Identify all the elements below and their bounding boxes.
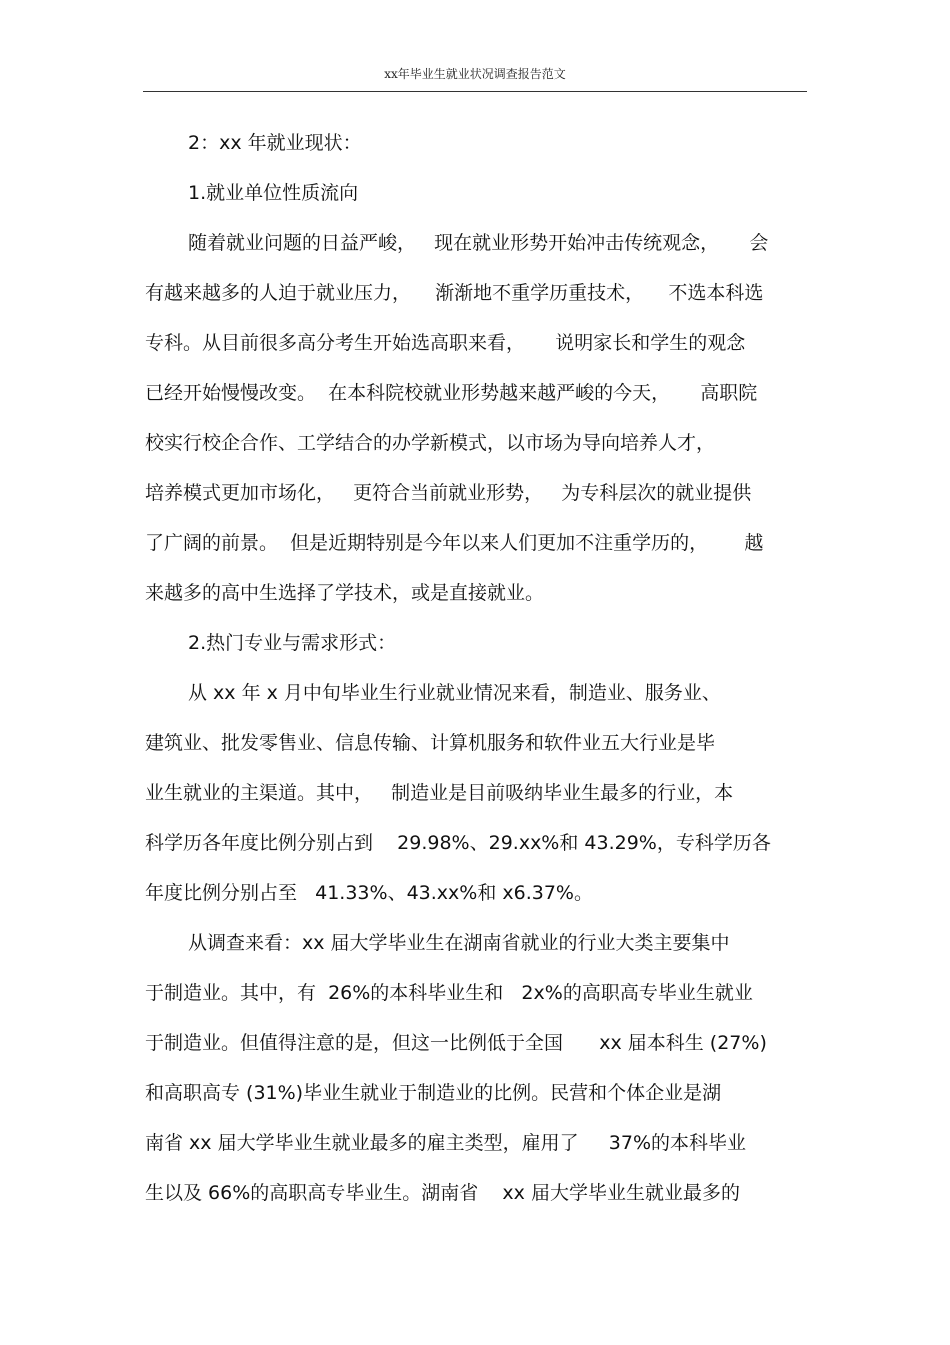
- paragraph-line: 专科。从目前很多高分考生开始选高职来看， 说明家长和学生的观念: [145, 332, 746, 354]
- paragraph-line: 培养模式更加市场化， 更符合当前就业形势， 为专科层次的就业提供: [145, 482, 752, 504]
- paragraph-line: 已经开始慢慢改变。 在本科院校就业形势越来越严峻的今天， 高职院: [145, 382, 758, 404]
- header-divider: [143, 91, 807, 92]
- paragraph-line: 建筑业、批发零售业、信息传输、计算机服务和软件业五大行业是毕: [145, 732, 716, 754]
- paragraph-line: 和高职高专 (31%)毕业生就业于制造业的比例。民营和个体企业是湖: [145, 1082, 722, 1104]
- paragraph-line: 随着就业问题的日益严峻， 现在就业形势开始冲击传统观念， 会: [188, 232, 769, 254]
- paragraph-line: 业生就业的主渠道。其中， 制造业是目前吸纳毕业生最多的行业，本: [145, 782, 734, 804]
- subsection-heading: 2.热门专业与需求形式：: [188, 632, 397, 654]
- paragraph-line: 从调查来看：xx 届大学毕业生在湖南省就业的行业大类主要集中: [188, 932, 730, 954]
- paragraph-line: 来越多的高中生选择了学技术，或是直接就业。: [145, 582, 545, 604]
- paragraph-line: 了广阔的前景。 但是近期特别是今年以来人们更加不注重学历的， 越: [145, 532, 764, 554]
- paragraph-line: 校实行校企合作、工学结合的办学新模式，以市场为导向培养人才，: [145, 432, 716, 454]
- paragraph-line: 科学历各年度比例分别占到 29.98%、29.xx%和 43.29%，专科学历各: [145, 832, 771, 854]
- paragraph-line: 于制造业。但值得注意的是，但这一比例低于全国 xx 届本科生 (27%): [145, 1032, 767, 1054]
- paragraph-line: 从 xx 年 x 月中旬毕业生行业就业情况来看，制造业、服务业、: [188, 682, 721, 704]
- paragraph-line: 生以及 66%的高职高专毕业生。湖南省 xx 届大学毕业生就业最多的: [145, 1182, 740, 1204]
- page-header: xx年毕业生就业状况调查报告范文: [384, 67, 566, 81]
- paragraph-line: 南省 xx 届大学毕业生就业最多的雇主类型，雇用了 37%的本科毕业: [145, 1132, 746, 1154]
- subsection-heading: 1.就业单位性质流向: [188, 182, 359, 204]
- paragraph-line: 年度比例分别占至 41.33%、43.xx%和 x6.37%。: [145, 882, 593, 904]
- paragraph-line: 有越来越多的人迫于就业压力， 渐渐地不重学历重技术， 不选本科选: [145, 282, 764, 304]
- section-heading: 2：xx 年就业现状：: [188, 132, 362, 154]
- paragraph-line: 于制造业。其中，有 26%的本科毕业生和 2x%的高职高专毕业生就业: [145, 982, 753, 1004]
